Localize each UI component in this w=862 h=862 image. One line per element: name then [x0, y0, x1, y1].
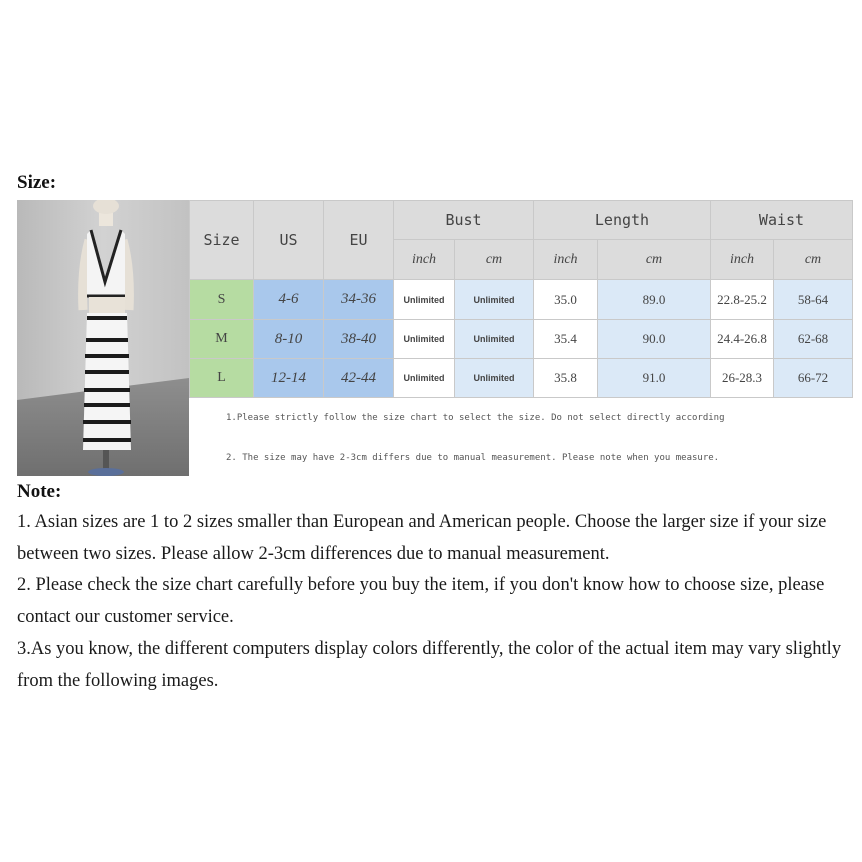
cell-length-inch: 35.4: [534, 320, 598, 359]
header-size: Size: [190, 201, 254, 280]
cell-waist-inch: 26-28.3: [711, 359, 774, 398]
cell-bust-inch: Unlimited: [394, 320, 455, 359]
note-paragraph: 3.As you know, the different computers display colors differently, the color of the actual item may vary slightly from the following images.: [17, 638, 842, 691]
header-eu: EU: [324, 201, 394, 280]
cell-waist-cm: 66-72: [774, 359, 853, 398]
cell-eu: 34-36: [324, 280, 394, 320]
header-bust: Bust: [394, 201, 534, 240]
cell-length-cm: 90.0: [598, 320, 711, 359]
cell-eu: 38-40: [324, 320, 394, 359]
product-photo: [17, 200, 189, 476]
table-row: [190, 280, 853, 320]
cell-waist-cm: 58-64: [774, 280, 853, 320]
cell-bust-inch: Unlimited: [394, 280, 455, 320]
cell-eu: 42-44: [324, 359, 394, 398]
chart-note-1: 1.Please strictly follow the size chart to select the size. Do not select directly according: [226, 413, 725, 423]
cell-length-inch: 35.8: [534, 359, 598, 398]
cell-us: 8-10: [254, 320, 324, 359]
header-waist: Waist: [711, 201, 853, 240]
table-row: [190, 359, 853, 398]
cell-size: L: [190, 359, 254, 398]
cell-bust-cm: Unlimited: [455, 320, 534, 359]
cell-length-cm: 89.0: [598, 280, 711, 320]
unit-length-cm: cm: [598, 240, 711, 280]
size-chart-table: [189, 200, 853, 398]
size-heading: Size:: [17, 172, 57, 193]
note-heading: Note:: [17, 481, 62, 502]
cell-bust-cm: Unlimited: [455, 359, 534, 398]
cell-length-inch: 35.0: [534, 280, 598, 320]
cell-us: 12-14: [254, 359, 324, 398]
note-paragraph: 2. Please check the size chart carefully before you buy the item, if you don't know how to choose size, please contact our customer service.: [17, 575, 825, 628]
header-length: Length: [534, 201, 711, 240]
unit-bust-cm: cm: [455, 240, 534, 280]
cell-size: S: [190, 280, 254, 320]
unit-length-inch: inch: [534, 240, 598, 280]
cell-size: M: [190, 320, 254, 359]
unit-waist-cm: cm: [774, 240, 853, 280]
cell-bust-cm: Unlimited: [455, 280, 534, 320]
cell-waist-cm: 62-68: [774, 320, 853, 359]
note-paragraph: 1. Asian sizes are 1 to 2 sizes smaller than European and American people. Choose the larger size if your size between two sizes. Please allow 2-3cm differences due to manual measurement.: [17, 512, 827, 564]
cell-waist-inch: 22.8-25.2: [711, 280, 774, 320]
chart-note-2: 2. The size may have 2-3cm differs due to manual measurement. Please note when you measure.: [226, 453, 720, 463]
cell-us: 4-6: [254, 280, 324, 320]
header-us: US: [254, 201, 324, 280]
notes-section: [17, 507, 852, 697]
table-row: [190, 320, 853, 359]
cell-bust-inch: Unlimited: [394, 359, 455, 398]
cell-length-cm: 91.0: [598, 359, 711, 398]
cell-waist-inch: 24.4-26.8: [711, 320, 774, 359]
unit-waist-inch: inch: [711, 240, 774, 280]
unit-bust-inch: inch: [394, 240, 455, 280]
